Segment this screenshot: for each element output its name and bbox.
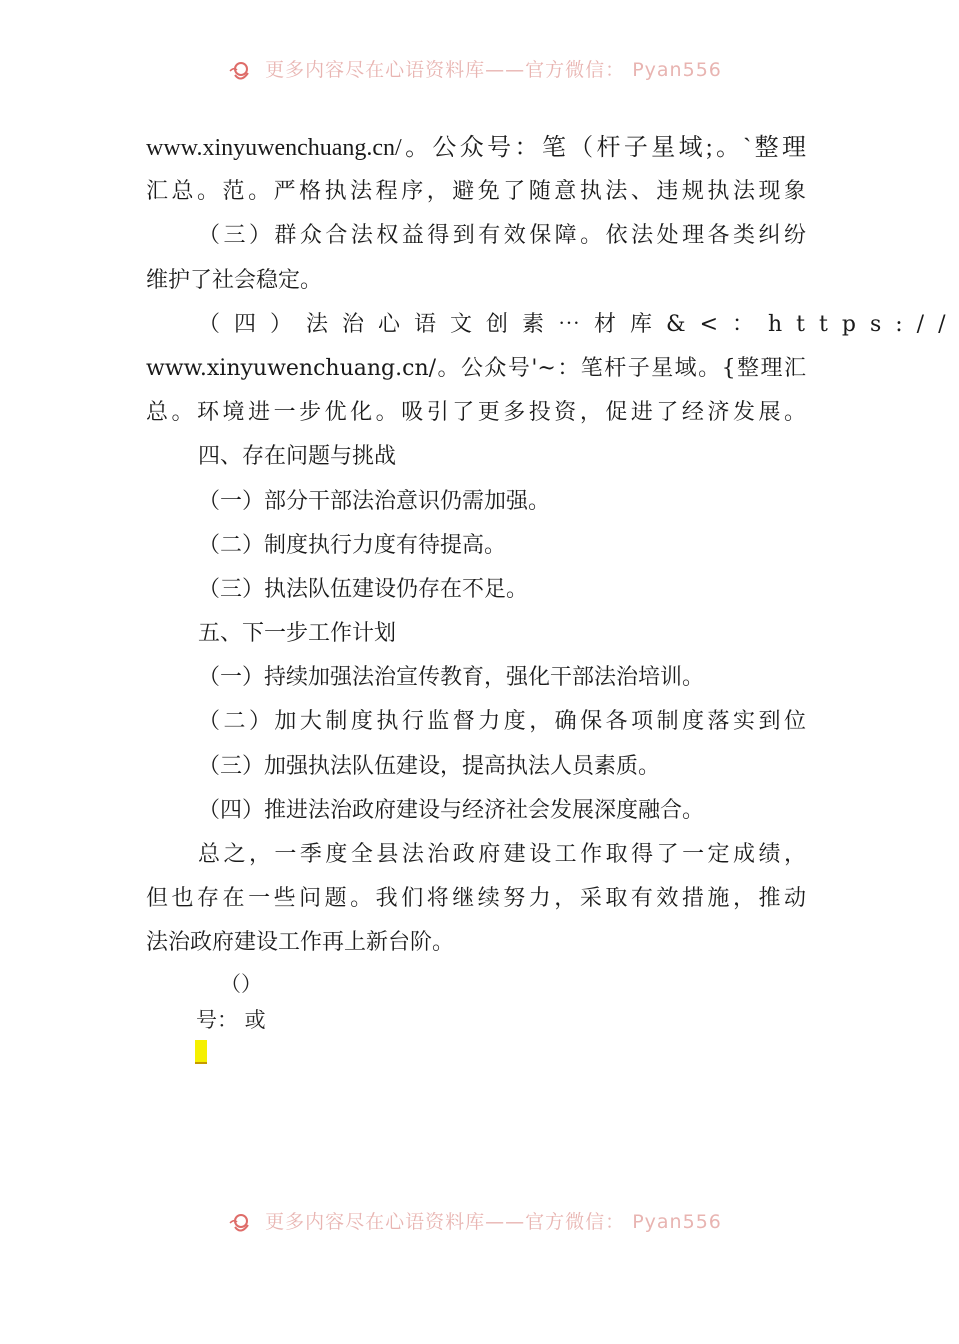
body-line: （四）推进法治政府建设与经济社会发展深度融合。	[198, 797, 705, 823]
body-line: 但也存在一些问题。我们将继续努力，采取有效措施，推动	[146, 886, 806, 912]
rose-logo-icon	[228, 1213, 254, 1235]
tail-hao: 号： 或	[196, 1008, 266, 1032]
body-line: （三）执法队伍建设仍存在不足。	[198, 576, 529, 602]
section-heading: 五、下一步工作计划	[198, 621, 397, 647]
body-line: （三）群众合法权益得到有效保障。依法处理各类纠纷	[198, 223, 806, 249]
text-cursor-highlight	[195, 1040, 207, 1064]
section-heading: 四、存在问题与挑战	[198, 444, 397, 470]
footer-watermark	[0, 1208, 950, 1238]
body-line: www.xinyuwenchuang.cn/。公众号'~：笔杆子星域。{整理汇	[146, 355, 806, 381]
body-line: （二）制度执行力度有待提高。	[198, 532, 507, 558]
body-line: 法治政府建设工作再上新台阶。	[146, 930, 455, 956]
body-line: （一）持续加强法治宣传教育，强化干部法治培训。	[198, 665, 705, 691]
body-line: （三）加强执法队伍建设，提高执法人员素质。	[198, 753, 661, 779]
rose-logo-icon	[228, 61, 254, 83]
body-line: 维护了社会稳定。	[146, 267, 323, 293]
watermark-text: 更多内容尽在心语资料库——官方微信： Pyan556	[265, 58, 722, 81]
body-line: （四）法治心语文创素⋯材库&<：https://	[198, 311, 959, 337]
body-line: www.xinyuwenchuang.cn/。公众号：笔（杆子星域;。`整理	[146, 135, 806, 161]
watermark-text: 更多内容尽在心语资料库——官方微信： Pyan556	[265, 1210, 722, 1233]
header-watermark	[0, 56, 950, 86]
body-line: （二）加大制度执行监督力度，确保各项制度落实到位	[198, 709, 806, 735]
body-line: 汇总。范。严格执法程序，避免了随意执法、违规执法现象	[146, 179, 806, 205]
body-line: 总。环境进一步优化。吸引了更多投资，促进了经济发展。	[146, 400, 806, 426]
document-body	[146, 126, 959, 966]
body-line: （一）部分干部法治意识仍需加强。	[198, 488, 551, 514]
body-line: 总之，一季度全县法治政府建设工作取得了一定成绩，	[198, 842, 806, 867]
tail-parens: （）	[220, 972, 262, 996]
